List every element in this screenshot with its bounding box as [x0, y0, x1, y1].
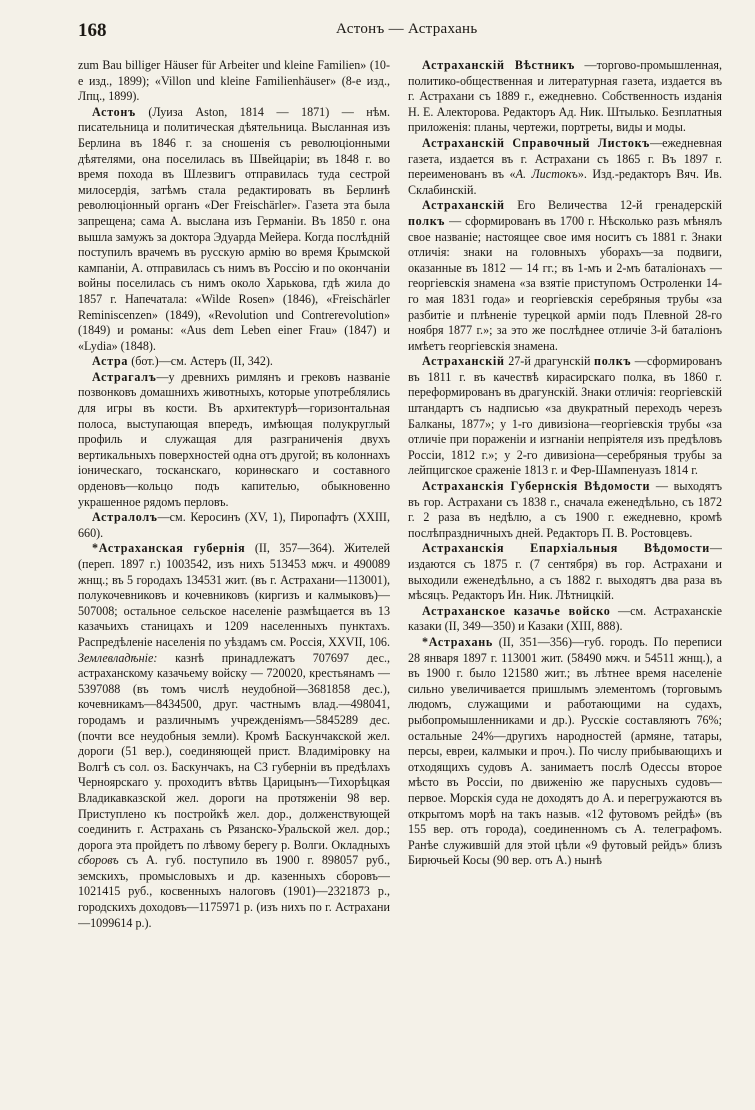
headword: Астраханскій Вѣстникъ	[422, 58, 576, 72]
article-text: 27-й драгунскій	[504, 354, 595, 369]
headword: Астралолъ	[92, 510, 158, 525]
headword: *Астрахань	[422, 634, 494, 649]
article-astralol	[78, 510, 390, 541]
article-text: — сформированъ въ 1700 г. Нѣсколько разъ мѣнялъ свое названіе; настоящее свое имя носитъ съ 1881 г. Знаки отличія: знаки на головныхъ уборахъ—за подвиги, оказанные въ 1812 — 14 гг.; въ 1-мъ и 2-мъ баталіонахъ — георгіевскія знамена «за взятіе приступомъ Остроленки 14-го мая 1831 года» и георгіевскія серебряныя трубы «за разбитіе и плѣненіе турецкой арміи подъ Плевной 28-го ноября 1877 г.»; за это же послѣднее отличіе 3-й баталіонъ имѣетъ георгіевскія знамена.	[408, 213, 722, 353]
article-gubernskie-vedomosti	[408, 479, 722, 541]
article-astrakhan-province	[78, 541, 390, 931]
article-text: —у древнихъ римлянъ и грековъ названіе позвонковъ домашнихъ животныхъ, которые употреблялись для игры въ кости. Въ архитектурѣ—горизонтальная полоса, выступающая впередъ, имѣющая полукруглый профиль и служащая для разграниченія двухъ вертикальныхъ поверхностей одна отъ другой; въ колоннахъ іоническаго, тосканскаго, коринѳскаго и составного орденовъ—кольцо подъ капителью, обыкновенно украшенное рядомъ перловъ.	[78, 369, 390, 509]
running-head: Астонъ — Астрахань	[336, 21, 478, 37]
article-text: —ежедневная газета, издается въ г. Астрахани съ 1865 г. Въ 1897 г. переименованъ въ «	[408, 135, 722, 182]
article-text: (Луиза Aston, 1814 — 1871) — нѣм. писательница и политическая дѣятельница. Высланная изъ Берлина въ 1846 г. за сношенія съ революціонными дѣятелями, она поселилась въ Швейцаріи; въ 1848 г. во время похода въ Шлезвигъ отправилась туда сестрой милосердія, затѣмъ стала редактировать въ Берлинѣ революціонный органъ «Der Freischärler». Газета эта была запрещена; сама А. выслана изъ Германіи. Въ 1850 г. она вышла замужъ за доктора Эдуарда Мейера. Когда послѣдній поступилъ врачемъ въ русскую армію во время Крымской кампаніи, А. отправилась съ нимъ въ Россію и по окончаніи войны поселилась съ нимъ около Харькова, гдѣ жила до 1857 г. Напечатала: «Wilde Rosen» (1846), «Freischärler Reminiscenzen» (1849), «Revolution und Contrerevolution» (1849) и романы: «Aus dem Leben einer Frau» (1847) и «Lydia» (1848).	[78, 104, 390, 353]
article-italic: Землевладѣніе:	[78, 650, 158, 665]
headword: Астонъ	[92, 104, 136, 119]
article-text: —издаются съ 1875 г. (7 сентября) въ гор. Астрахани и выходили еженедѣльно, а съ 1882 г. выходятъ два раза въ мѣсяцъ. Редакторъ Ин. Ник. Лѣтницкій.	[408, 541, 722, 603]
right-column	[408, 58, 722, 1103]
headword: Астраханскій	[422, 198, 505, 213]
headword: полкъ	[408, 213, 446, 228]
article-text: Его Величества 12-й гренадерскій	[504, 198, 722, 213]
headword: Астраханскія Епархіальныя Вѣдомости	[422, 541, 710, 556]
article-listok	[408, 136, 722, 198]
headword: Астраханское казачье войско	[422, 603, 611, 618]
article-astragal	[78, 370, 390, 510]
headword: Астра	[92, 354, 129, 369]
article-astra	[78, 354, 390, 370]
headword: Астраханскій	[422, 354, 505, 369]
headword: Астраханскія Губернскія Вѣдомости	[422, 479, 651, 494]
article-text: казнѣ принадлежатъ 707697 дес., астраханскому казачьему войску — 720020, крестьянамъ — 5397088 (въ томъ числѣ неудобной—3681858 дес.), кочевникамъ—8434500, друг. частнымъ влад.—498041, городамъ и различнымъ учрежденіямъ—5845289 дес. (почти все неудобныя земли). Кромѣ Баскунчакской жел. дороги (51 вер.), соединяющей прист. Владиміровку на Волгѣ съ сол. оз. Баскунчакъ, на СЗ губерніи въ предѣлахъ Черноярскаго у. проходитъ вѣтвь Царицынъ—Тихорѣцкая Владикавказской жел. дороги на протяженіи 98 вер. Приступлено къ постройкѣ жел. дор., долженствующей соединить г. Астрахань съ Рязанско-Уральской жел. дор.; дорога эта пройдетъ по лѣвому берегу р. Волги. Окладныхъ	[78, 650, 390, 852]
article-text: съ А. губ. поступило въ 1900 г. 898057 руб., земскихъ, промысловыхъ и др. казенныхъ сборовъ—1021415 руб., косвенныхъ налоговъ (1901)—2321873 р., городскихъ доходовъ—1175971 р. (изъ нихъ по г. Астрахани —1099614 р.).	[78, 853, 390, 930]
article-dragoon-regiment	[408, 354, 722, 479]
article-text: (бот.)—см. Астеръ (II, 342).	[128, 354, 273, 369]
article-text: zum Bau billiger Häuser für Arbeiter und kleine Familien» (10-е изд., 1899); «Villon und kleine Familienhäuser» (8-е изд., Лпц., 1899).	[78, 58, 390, 104]
article-text: —см. Астраханскіе казаки (II, 349—350) и Казаки (XIII, 888).	[408, 603, 722, 634]
article-text: (II, 357—364). Жителей (переп. 1897 г.) 1003542, изъ нихъ 513453 мжч. и 490089 жнщ.; въ 5 городахъ 134531 жит. (въ г. Астрахани—113001), полукочевниковъ и кочевниковъ (киргизъ и калмыковъ)—507008; остальное сельское населеніе размѣщается въ 13 казачьихъ станицахъ и 1209 населенныхъ пунктахъ. Распредѣленіе населенія по уѣздамъ см. Россія, XXVII, 106.	[78, 541, 390, 649]
article-text: —см. Керосинъ (XV, 1), Пиропафтъ (XXIII, 660).	[78, 510, 390, 540]
article-italic: А. Листокъ	[515, 167, 578, 182]
article-cossack-host	[408, 604, 722, 635]
article-continuation	[78, 58, 390, 105]
headword: Астрагалъ	[92, 369, 157, 384]
page-number: 168	[78, 20, 107, 41]
headword: Астраханскій Справочный Листокъ	[422, 135, 651, 150]
headword: полкъ	[594, 354, 632, 369]
article-eparkhialnye-vedomosti	[408, 541, 722, 603]
page-header	[78, 20, 737, 48]
article-astrakhan-city	[408, 635, 722, 869]
headword: *Астраханская губернія	[92, 541, 246, 556]
article-text: ». Изд.-редакторъ Вяч. Ив. Склабинскій.	[408, 167, 722, 197]
article-grenadier-regiment	[408, 198, 722, 354]
left-column	[78, 58, 390, 1103]
article-text: —торгово-промышленная, политико-общественная и литературная газета, издается въ г. Астрахани съ 1889 г., ежедневно. Собственность изданія Н. Е. Алекторова. Редакторъ Ад. Ник. Штылько. Безплатныя приложенія: планы, чертежи, портреты, виды и моды.	[408, 58, 722, 135]
article-text: — выходятъ въ гор. Астрахани съ 1838 г., сначала еженедѣльно, съ 1872 г. 2 раза въ недѣлю, а съ 1900 г. ежедневно, кромѣ послѣпраздничныхъ дней. Редакторъ П. В. Ростовцевъ.	[408, 479, 722, 540]
article-aston	[78, 105, 390, 355]
article-text: (II, 351—356)—губ. городъ. По переписи 28 января 1897 г. 113001 жит. (58490 мжч. и 54511 жнщ.), а въ 1900 г. было 121580 жит.; въ лѣтнее время населеніе сильно увеличивается пришлымъ элементомъ (торговымъ людомъ, служащими и работающими на судахъ, рыбопромышленниками и др.). Русскіе составляютъ 76%; остальные 24%—другихъ народностей (армяне, татары, персы, евреи, калмыки и проч.). По числу прибывающихъ и отходящихъ судовъ А. занимаетъ послѣ Одессы второе мѣсто въ Россіи, по движенію же парусныхъ судовъ—первое. Морскія суда не доходятъ до А. и перегружаются въ открытомъ морѣ на такъ назыв. «12 футовомъ рейдѣ» (въ 155 вер. отъ города), соединенномъ съ А. телеграфомъ. Ранѣе служившій для этой цѣли «9 футовый рейдъ» близъ Бирючьей Косы (90 вер. отъ А.) нынѣ	[408, 634, 722, 868]
article-text: —сформированъ въ 1811 г. въ качествѣ кирасирскаго полка, въ 1860 г. переформированъ въ драгунскій. Знаки отличія: георгіевскій штандартъ съ надписью «за двукратный переходъ черезъ Балканы, 1877»; у 1-го дивизіона—георгіевскія трубы «за отличіе при пораженіи и изгнаніи непріятеля изъ предѣловъ Россіи, 1812 г.»; у 2-го дивизіона—серебряныя трубы за лейпцигское сраженіе 1813 г. и Фер-Шампенуазъ 1814 г.	[408, 354, 722, 478]
article-vestnik	[408, 58, 722, 136]
article-italic: сборовъ	[78, 853, 119, 868]
